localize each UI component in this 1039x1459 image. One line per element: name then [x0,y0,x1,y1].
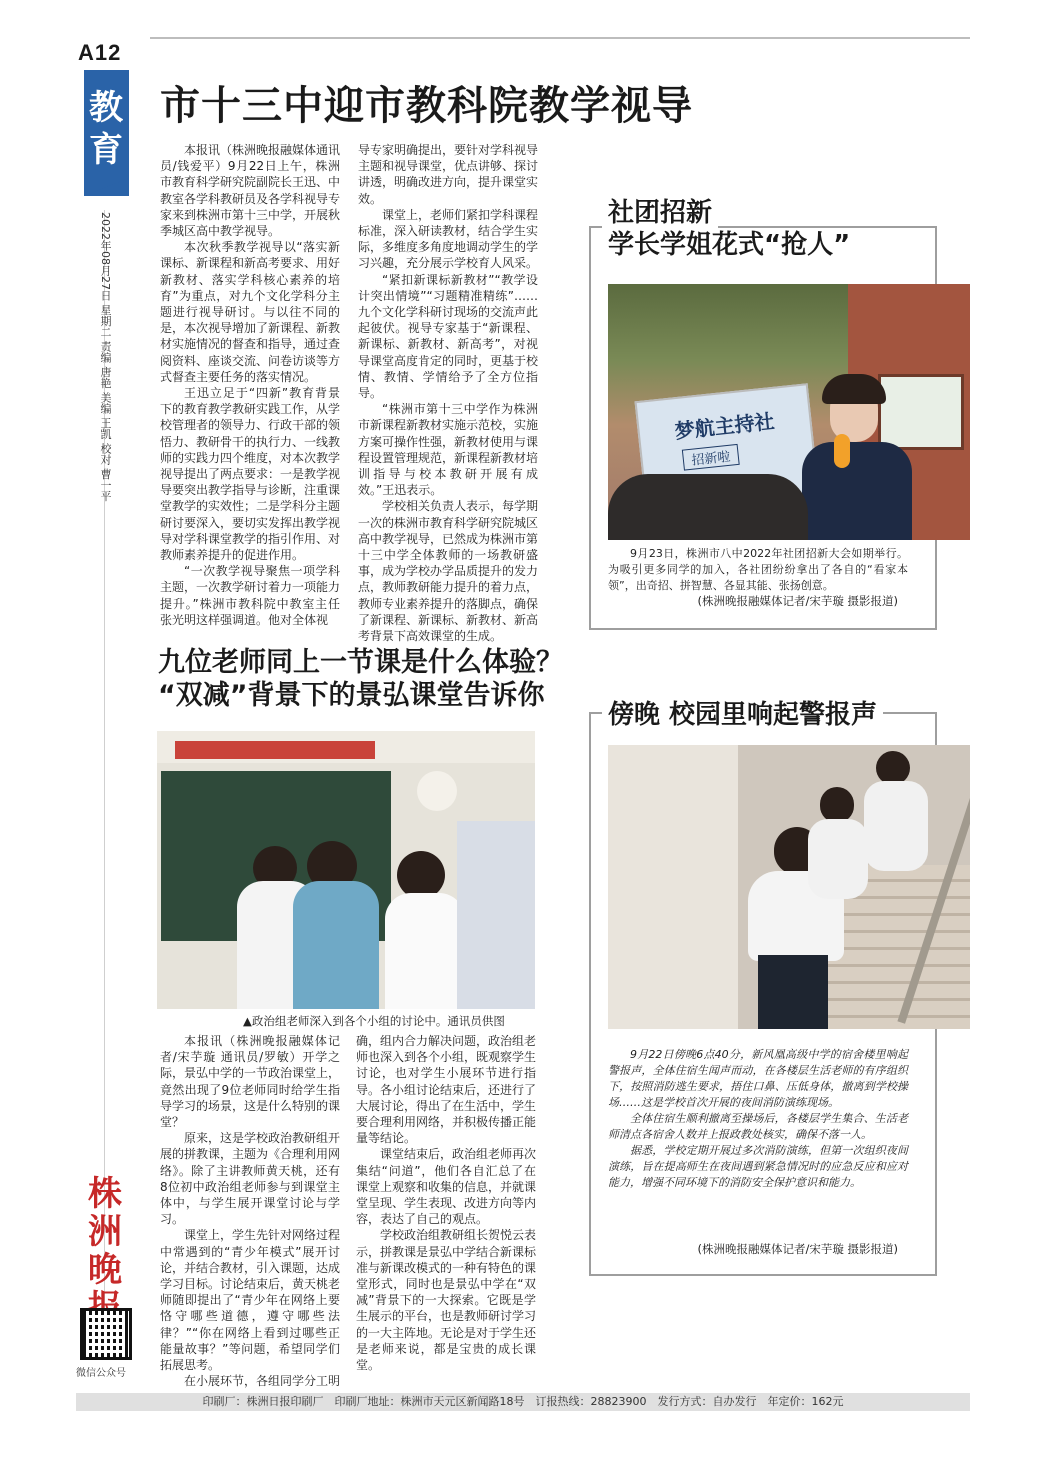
paragraph: 原来，这是学校政治教研组开展的拼教课，主题为《合理利用网络》。除了主讲教师黄天桃，还有8位初中政治组老师参与到课堂主体中，与学生展开课堂讨论与学习。 [160,1131,341,1227]
article1-column-1 [160,142,340,628]
page-number: A12 [78,40,122,65]
classroom-photo-caption: ▲政治组老师深入到各个小组的讨论中。通讯员供图 [243,1014,505,1028]
club-photo [608,284,970,540]
top-rule [150,37,970,39]
date-editor-line: 2022年08月27日 星期二 责编 唐艳 美编 王凯 校对 曹一平 [99,212,112,502]
newspaper-logo: 株 洲 晚 [88,1174,122,1290]
paragraph: 学校相关负责人表示，每学期一次的株洲市教育科学研究院城区高中教学视导，已然成为株洲市第十三中学全体教师的一场教研盛事，成为学校办学品质提升的发力点，教师教研能力提升的着力点，教师专业素养提升的落脚点，确保了新课程、新课标、新教材、新高考背景下高效课堂的生成。 [358,499,539,644]
club-headline-1: 社团招新 [602,196,718,230]
article1-column-2 [358,142,538,644]
caption-text: 全体住宿生顺利撤离至操场后，各楼层学生集合、生活老师清点各宿舍人数并上报政教处核实，确保不落一人。 [608,1112,908,1141]
student-shirt [808,819,868,899]
club-headline-2: 学长学姐花式“抢人” [602,228,856,262]
caption-text: 9月22日傍晚6点40分，新风凰高级中学的宿舍楼里响起警报声，全体住宿生闻声而动，在各楼层生活老师的有序组织下，按照消防逃生要求，捂住口鼻、压低身体，撤离到学校操场……这是学校首次开展的夜间消防演练现场。 [608,1048,908,1109]
paragraph: 课堂结束后，政治组老师再次集结“问道”，他们各自汇总了在课堂上观察和收集的信息，并就课堂呈现、学生表现、改进方向等内容，表达了自己的观点。 [356,1147,537,1227]
club-credit: (株洲晚报融媒体记者/宋芋璇 摄影报道) [697,594,898,608]
crowd-heads [608,474,808,540]
club-caption [608,546,908,594]
student-shorts [758,955,828,1029]
article1-headline: 市十三中迎市教科院教学视导 [160,83,693,129]
paragraph: 学校政治组教研组长贺悦云表示，拼教课是景弘中学结合新课标准与新课改模式的一种有特色的课堂形式，同时也是景弘中学在“双减”背景下的一大探索。它既是学生展示的平台，也是教师研讨学习的一大主阵地。无论是对于学生还是老师来说，都是宝贵的成长课堂。 [356,1228,537,1373]
article2-column-2 [356,1033,536,1373]
paragraph: 确，组内合力解决问题，政治组老师也深入到各个小组，既观察学生讨论，也对学生小展环节进行指导。各小组讨论结束后，还进行了大展讨论，得出了在生活中，学生要合理利用网络，并积极传播正能量等结论。 [356,1034,537,1146]
imprint-footer: 印刷厂：株洲日报印刷厂 印刷厂地址：株洲市天元区新闻路18号 订报热线：28823900 发行方式：自办发行 年定价：162元 [76,1393,970,1411]
banner [175,741,375,759]
article2-column-1 [160,1033,340,1389]
article2-headline-1: 九位老师同上一节课是什么体验？ [158,647,563,678]
caption-text: 9月23日，株洲市八中2022年社团招新大会如期举行。为吸引更多同学的加入，各社团纷纷拿出了各自的“看家本领”，出奇招、拼智慧、各显其能、张扬创意。 [608,547,908,592]
wall-decoration [417,771,457,811]
paragraph: “一次教学视导聚焦一项学科主题，一次教学研讨着力一项能力提升。”株洲市教科院中教室主任张光明这样强调道。他对全体视 [160,564,341,627]
qr-code[interactable] [80,1308,132,1360]
drill-credit: (株洲晚报融媒体记者/宋芋璇 摄影报道) [697,1242,898,1256]
qr-label: 微信公众号 [76,1368,126,1379]
teacher-shirt [385,893,465,1009]
club-sign-text: 梦航主持社 [673,408,776,444]
paragraph: 课堂上，学生先针对网络过程中常遇到的“青少年模式”展开讨论，并结合教材，引入课题，达成学习目标。讨论结束后，黄天桃老师随即提出了“青少年在网络上要恪守哪些道德，遵守哪些法律？”“你在网络上看到过哪些正能量故事？”等问题，希望同学们拓展思考。 [160,1228,341,1373]
paragraph: 本报讯（株洲晚报融媒体通讯员/钱爱平）9月22日上午，株洲市教育科学研究院副院长王迅、中教室各学科教研员及各学科视导专家来到株洲市第十三中学，开展秋季城区高中教学视导。 [160,143,341,239]
paragraph: “紧扣新课标新教材”“教学设计突出情境”“习题精准精练”……九个文化学科研讨现场的交流声此起彼伏。视导专家基于“新课程、新课标、新教材、新高考”，对视导课堂高度肯定的同时，更基于校情、教情、学情给予了全方位指导。 [358,272,539,401]
student-head [820,787,854,823]
drill-photo [608,745,970,1029]
teacher-head [397,851,445,899]
paragraph: 在小展环节，各组同学分工明 [184,1374,341,1389]
section-label-char-2: 育 [89,130,123,170]
section-label-arrow [84,178,129,196]
student-shirt [293,881,379,1009]
club-sign-subtext: 招新啦 [682,444,740,471]
student-shirt [864,781,928,871]
caption-text: 据悉，学校定期开展过多次消防演练，但第一次组织夜间演练，旨在提高师生在夜间遇到紧急情况时的应急反应和应对能力，增强不同环境下的消防安全保护意识和能力。 [608,1144,908,1189]
paragraph: 王迅立足于“四新”教育背景下的教育教学教研实践工作，从学校管理者的领导力、行政干部的领悟力、教研骨干的执行力、一线教师的实践力四个维度，对本次教学视导提出了两点要求：一是教学视导要突出教学指导与诊断，注重课堂教学的实效性；二是学科分主题研讨要深入，要切实发挥出教学视导对学科课堂教学的指引作用、对教师素养提升的促进作用。 [160,386,341,563]
student-jacket [802,442,912,540]
microphone [834,434,850,468]
student-head [876,751,910,785]
paragraph: 导专家明确提出，要针对学科视导主题和视导课堂，优点讲够、探讨讲透，明确改进方向，提升课堂实效。 [358,143,539,206]
drill-headline: 傍晚 校园里响起警报声 [602,698,883,732]
classroom-photo [157,731,535,1009]
section-label-char-1: 教 [89,88,123,128]
student-hair [822,374,886,404]
paragraph: “株洲市第十三中学作为株洲市新课程新教材实施示范校，实施方案可操作性强，新教材使用与课程设置管理规范，新课程新教材培训指导与校本教研开展有成效。”王迅表示。 [358,402,539,498]
group-area [457,821,535,1009]
paragraph: 本报讯（株洲晚报融媒体记者/宋芋璇 通讯员/罗敏）开学之际，景弘中学的一节政治课堂上，竟然出现了9位老师同时给学生指导学习的场景，这是什么特别的课堂？ [160,1034,341,1130]
paragraph: 本次秋季教学视导以“落实新课标、新课程和新高考要求、用好新教材、落实学科核心素养的培育”为重点，对九个文化学科分主题进行视导研讨。与以往不同的是，本次视导增加了新课程、新教材实施情况的督查和指导，通过查阅资料、座谈交流、问卷访谈等方式督查主要任务的落实情况。 [160,240,341,384]
article2-headline-2: “双减”背景下的景弘课堂告诉你 [158,680,545,711]
drill-caption [608,1047,908,1191]
paragraph: 课堂上，老师们紧扣学科课程标准，深入研读教材，结合学生实际，多维度多角度地调动学生的学习兴趣，充分展示学校育人风采。 [358,207,539,271]
window [878,374,964,450]
hallway-wall [608,745,738,1029]
